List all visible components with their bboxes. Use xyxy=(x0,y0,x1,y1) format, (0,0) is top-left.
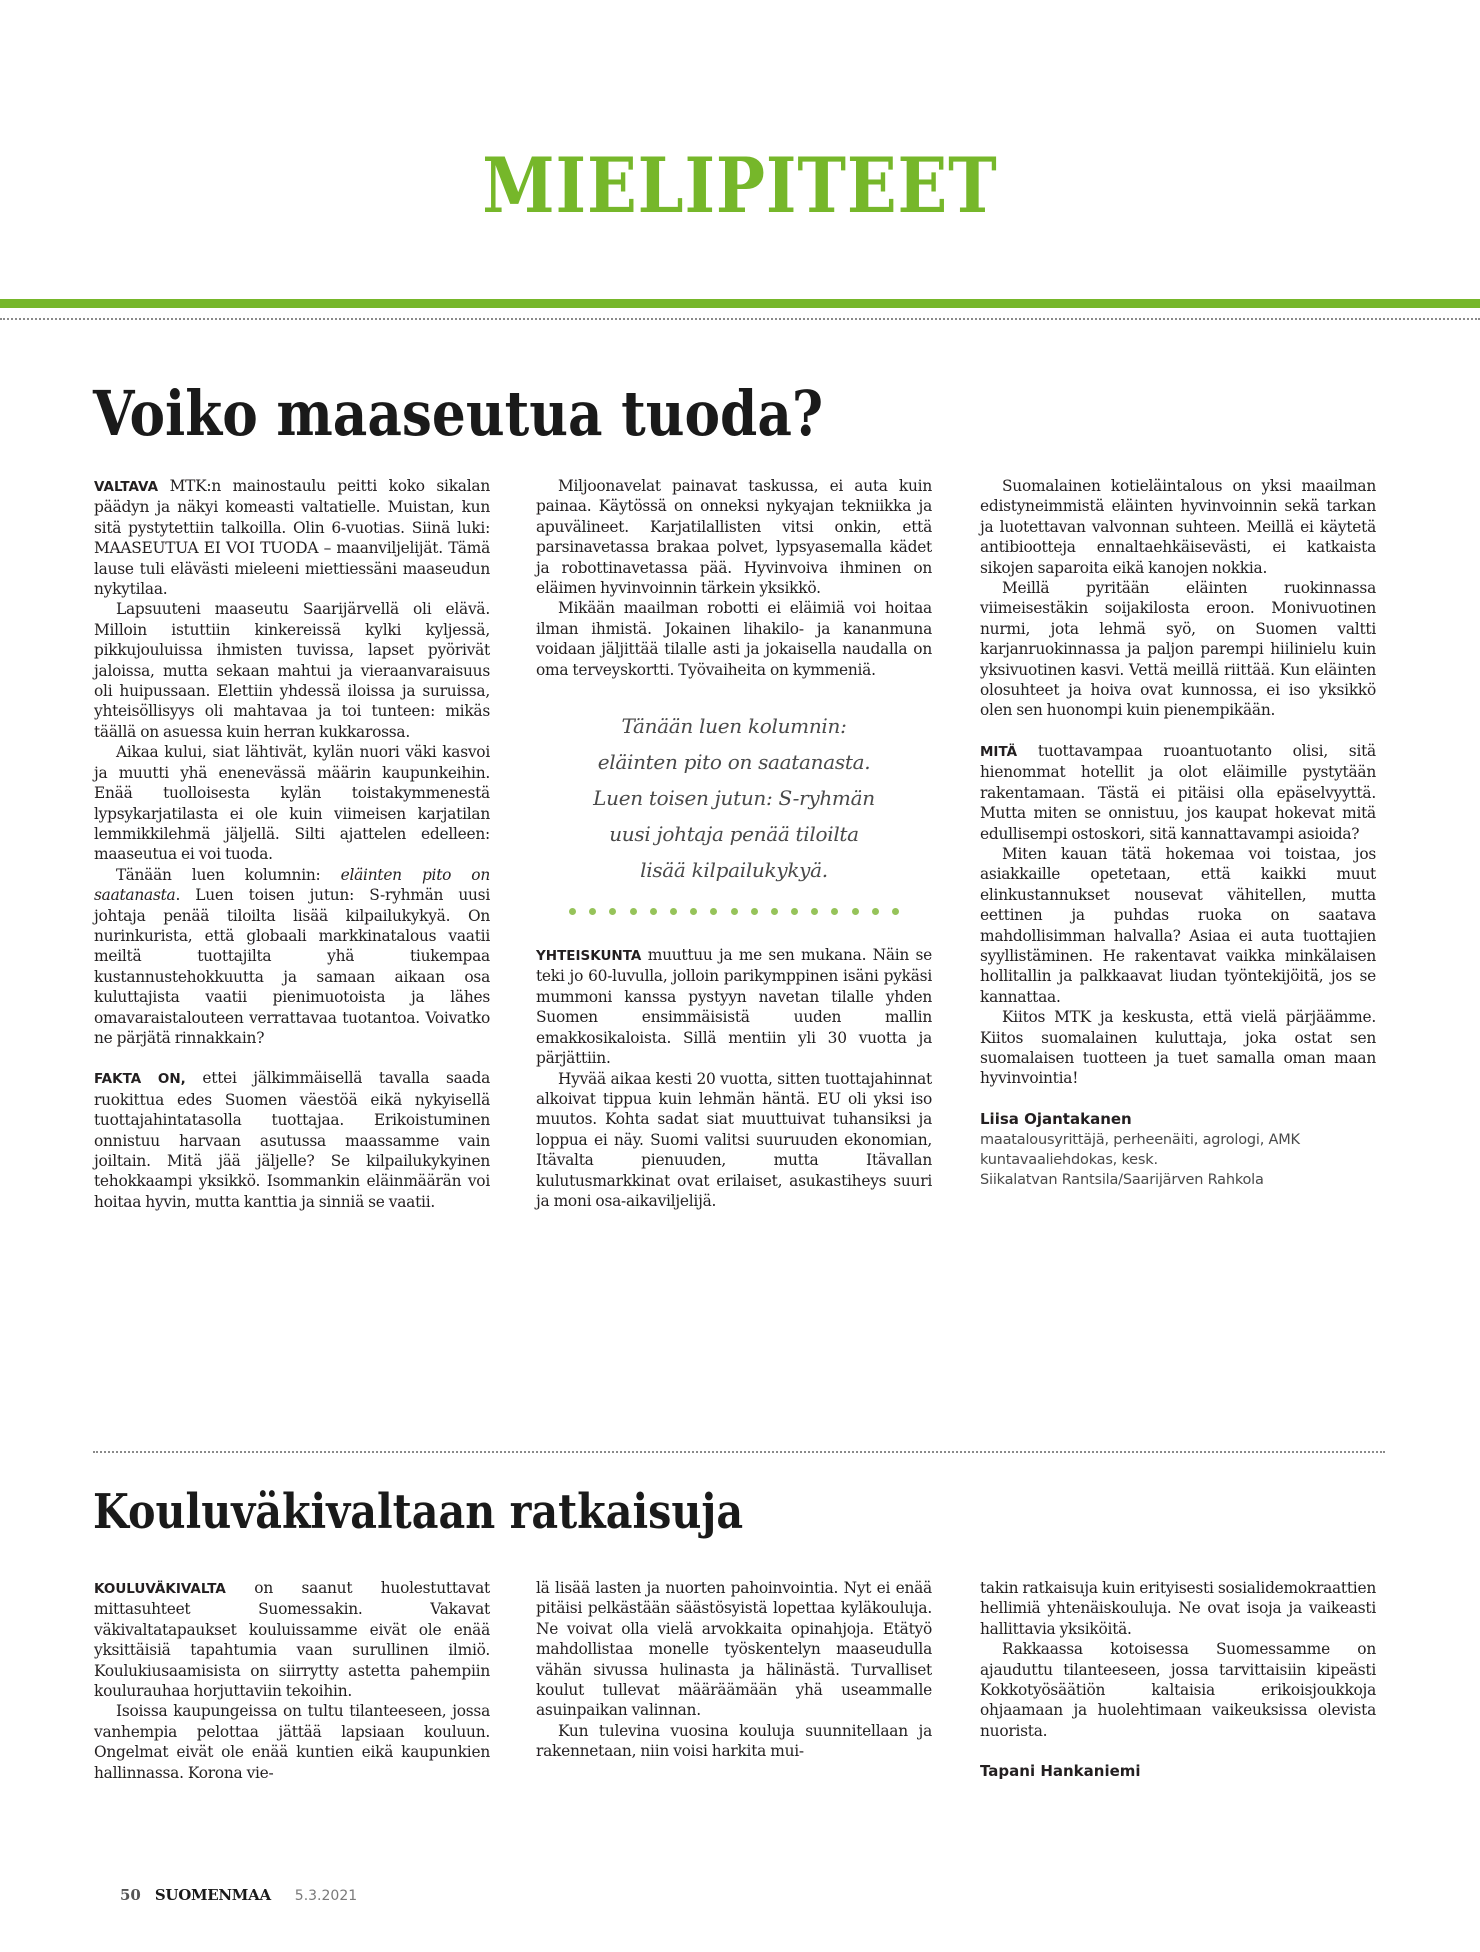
author-byline xyxy=(980,1109,1376,1190)
dot-icon xyxy=(831,908,838,915)
dot-icon xyxy=(630,908,637,915)
author-info-line: maatalousyrittäjä, perheenäiti, agrologi, AMK xyxy=(980,1131,1300,1148)
pull-quote-line: Tänään luen kolumnin: xyxy=(621,714,847,739)
pull-quote-dot-divider xyxy=(536,908,932,915)
paragraph xyxy=(980,741,1376,844)
paragraph: Hyvää aikaa kesti 20 vuotta, sitten tuottajahinnat alkoivat tippua kuin lehmän häntä. EU oli yksi iso muutos. Kohta sadat siat muuttuivat tuhansiksi ja loppua ei näy. Suomi valitsi suuruuden ekonomian, Itävalta pienuuden, mutta Itävallan kulutusmarkkinat ovat erilaiset, asukastiheys suuri ja moni osa-aikaviljelijä. xyxy=(536,1069,932,1210)
author-info-line: Siikalatvan Rantsila/Saarijärven Rahkola xyxy=(980,1171,1264,1188)
paragraph: Rakkaassa kotoisessa Suomessamme on ajauduttu tilanteeseen, jossa tarvittaisiin kipeästi Kokkotyösäätiön kaltaisia erikoisjoukkoja ohjaamaan ja huolehtimaan vaikeuksissa olevista nuorista. xyxy=(980,1640,1376,1740)
paragraph: Suomalainen kotieläintalous on yksi maailman edistyneimmistä eläinten hyvinvoinnin sekä tarkan ja luotettavan valvonnan suhteen. Meillä ei käytetä antibiootteja ennaltaehkäisevästi, ei katkaista sikojen saparoita eikä kanojen nokkia. xyxy=(980,477,1376,577)
publication-name: SUOMENMAA xyxy=(154,1886,271,1904)
dot-icon xyxy=(609,908,616,915)
author-name: Liisa Ojantakanen xyxy=(980,1109,1132,1128)
lead-word: FAKTA ON, xyxy=(94,1071,186,1088)
italic-quote: eläinten pito on saatanasta xyxy=(94,865,490,905)
author-name: Tapani Hankaniemi xyxy=(980,1762,1141,1781)
dot-icon xyxy=(811,908,818,915)
paragraph-text: ettei jälkimmäisellä tavalla saada ruokittua edes Suomen väestöä eikä nykyisellä tuottajahintatasolla tuottajaa. Erikoistuminen onnistuu harvaan asutussa maassamme vain joiltain. Mitä jää jäljelle? Se kilpailukykyinen tehokkaampi yksikkö. Isommankin eläinmäärän voi hoitaa hyvin, mutta kanttia ja sinniä se vaatii. xyxy=(94,1069,490,1211)
paragraph xyxy=(94,476,490,599)
publication-date: 5.3.2021 xyxy=(294,1888,358,1904)
paragraph-text: muuttuu ja me sen mukana. Näin se teki jo 60-luvulla, jolloin parikymppinen isäni pykäsi mummoni kanssa pystyyn navetan tilalle yhden Suomen ensimmäisistä uuden mallin emakkosikaloista. Sillä mentiin yli 30 vuotta ja pärjättiin. xyxy=(536,946,932,1068)
pull-quote-line: Luen toisen jutun: S-ryhmän xyxy=(593,786,875,811)
article1-column-2 xyxy=(536,476,932,1211)
pull-quote xyxy=(542,708,926,888)
dot-icon xyxy=(710,908,717,915)
paragraph-text: tuottavampaa ruoantuotanto olisi, sitä hienommat hotellit ja olot eläimille pystytään rakentamaan. Tästä ei pitäisi olla epäselvyyttä. Mutta miten se onnistuu, jos kaupat hokevat mitä edullisempi ostoskori, sitä kannattavampi asioida? xyxy=(980,741,1376,843)
lead-word: MITÄ xyxy=(980,743,1018,760)
dotted-divider xyxy=(0,318,1480,320)
paragraph: Kiitos MTK ja keskusta, että vielä pärjäämme. Kiitos suomalainen kuluttaja, joka ostat sen suomalaisen tuotteen ja tuet samalla oman maan hyvinvointia! xyxy=(980,1008,1376,1088)
pull-quote-line: lisää kilpailukykyä. xyxy=(640,858,828,883)
paragraph-text: MTK:n mainostaulu peitti koko sikalan päädyn ja näkyi komeasti valtatielle. Muistan, kun sitä pystytettiin talkoilla. Olin 6-vuotias. Siinä luki: MAASEUTUA EI VOI TUODA – maanviljelijät. Tämä lause tuli elävästi mieleeni miettiessäni maaseudun nykytilaa. xyxy=(94,477,490,599)
dot-icon xyxy=(751,908,758,915)
paragraph: Mikään maailman robotti ei eläimiä voi hoitaa ilman ihmistä. Jokainen lihakilo- ja kananmuna voidaan jäljittää tilalle asti ja jokaisella naudalla on oma terveyskortti. Työvaiheita on kymmeniä. xyxy=(536,599,932,679)
paragraph-text: . Luen toisen jutun: S-ryhmän uusi johtaja penää tiloilta lisää kilpailukykyä. On nurinkurista, että globaali markkinatalous vaatii meiltä tuottajilta yhä tiukempaa kustannustehokkuutta ja samaan aikaan osa kuluttajista vaatii pienimuotoista ja lähes omavaraistalouteen verrattavaa tuotantoa. Voivatko ne pärjätä rinnakkain? xyxy=(94,886,490,1047)
article-headline: Kouluväkivaltaan ratkaisuja xyxy=(93,1484,744,1540)
paragraph: Miten kauan tätä hokemaa voi toistaa, jos asiakkaille opetetaan, että kaikki muut elinkustannukset nousevat vähitellen, mutta eettinen ja puhdas ruoka on saatava mahdollisimman halvalla? Asiaa ei auta tuottajien syyllistäminen. He rakentavat vaikka minkälaisen hollitallin ja palkkaavat liudan työntekijöitä, jos se kannattaa. xyxy=(980,844,1376,1006)
article-headline: Voiko maaseutua tuoda? xyxy=(93,377,824,450)
lead-word: VALTAVA xyxy=(94,479,159,495)
paragraph: Kun tulevina vuosina kouluja suunnitellaan ja rakennetaan, niin voisi harkita mui- xyxy=(536,1721,932,1761)
pull-quote-line: uusi johtaja penää tiloilta xyxy=(609,822,859,847)
paragraph-text: on saanut huolestuttavat mittasuhteet Suomessakin. Vakavat väkivaltatapaukset kouluissamme eivät ole enää yksittäisiä tapahtumia vaan surullinen ilmiö. Koulukiusaamisista on siirrytty astetta pahempiin koulurauhaa horjuttaviin tekoihin. xyxy=(94,1579,490,1701)
dot-icon xyxy=(852,908,859,915)
dot-icon xyxy=(569,908,576,915)
paragraph: takin ratkaisuja kuin erityisesti sosialidemokraattien hellimiä yhtenäiskouluja. Ne ovat isoja ja vaikeasti hallittavia yksiköitä. xyxy=(980,1579,1376,1638)
paragraph: Isoissa kaupungeissa on tultu tilanteeseen, jossa vanhempia pelottaa jättää lapsiaan kouluun. Ongelmat eivät ole enää kuntien eikä kaupunkien hallinnassa. Korona vie- xyxy=(94,1702,490,1782)
paragraph: Lapsuuteni maaseutu Saarijärvellä oli elävä. Milloin istuttiin kinkereissä kylki kyljessä, pikkujouluissa ihmisten tuvissa, lapset pyörivät jaloissa, mutta sekaan mahtui ja vieraanvaraisuus oli huipussaan. Elettiin yhdessä iloissa ja suruissa, yhteisöllisyys oli mahtavaa ja toi tunteen: mikäs täällä on asuessa kuin herran kukkarossa. xyxy=(94,600,490,741)
paragraph-text: Tänään luen kolumnin: xyxy=(116,865,341,884)
article1-column-1 xyxy=(94,476,490,1212)
lead-word: KOULUVÄKIVALTA xyxy=(94,1581,226,1597)
section-title: MIELIPITEET xyxy=(482,141,998,230)
paragraph: Aikaa kului, siat lähtivät, kylän nuori väki kasvoi ja muutti yhä enenevässä määrin kaupunkeihin. Enää tuolloisesta kylän toistakymmenestä lypsykarjatilasta ei ole kuin viimeisen karjatilan lemmikkilehmä jäljellä. Silti ajattelen edelleen: maaseutua ei voi tuoda. xyxy=(94,743,490,864)
author-info-line: kuntavaaliehdokas, kesk. xyxy=(980,1151,1158,1168)
lead-word: YHTEISKUNTA xyxy=(536,948,642,965)
paragraph xyxy=(94,865,490,1049)
dotted-divider xyxy=(93,1451,1385,1453)
dot-icon xyxy=(791,908,798,915)
article2-column-3 xyxy=(980,1578,1376,1782)
dot-icon xyxy=(690,908,697,915)
dot-icon xyxy=(892,908,899,915)
dot-icon xyxy=(589,908,596,915)
article2-column-2 xyxy=(536,1578,932,1762)
paragraph xyxy=(536,945,932,1068)
page-number: 50 xyxy=(120,1886,141,1904)
pull-quote-line: eläinten pito on saatanasta. xyxy=(597,750,871,775)
page-footer xyxy=(120,1886,357,1904)
paragraph: lä lisää lasten ja nuorten pahoinvointia. Nyt ei enää pitäisi pelkästään säästösyistä lopettaa kyläkouluja. Ne voivat olla vielä arvokkaita opinahjoja. Etätyö mahdollistaa monelle työskentelyn maaseudulla vähän sivussa hulinasta ja hälinästä. Turvalliset koulut tullevat määräämään yhä useammalle asuinpaikan valinnan. xyxy=(536,1579,932,1720)
paragraph: Meillä pyritään eläinten ruokinnassa viimeisestäkin soijakilosta eroon. Monivuotinen nurmi, jota lehmä syö, on Suomen valtti karjanruokinnassa ja paljon parempi hiilinielu kuin yksivuotinen kasvi. Vettä meillä riittää. Kun eläinten olosuhteet ja hoiva ovat kunnossa, ei iso yksikkö olen sen huonompi kuin pienempikään. xyxy=(980,579,1376,720)
paragraph xyxy=(94,1068,490,1212)
dot-icon xyxy=(771,908,778,915)
dot-icon xyxy=(670,908,677,915)
article1-column-2-continued xyxy=(536,945,932,1211)
paragraph: Miljoonavelat painavat taskussa, ei auta kuin painaa. Käytössä on onneksi nykyajan tekniikka ja apuvälineet. Karjatilallisten vitsi onkin, että parsinavetassa brakaa polvet, lypsyasemalla kädet ja robottinavetassa pää. Hyvinvoiva ihminen on eläimen hyvinvoinnin tärkein yksikkö. xyxy=(536,477,932,598)
dot-icon xyxy=(731,908,738,915)
article1-column-3 xyxy=(980,476,1376,1190)
author-byline xyxy=(980,1761,1376,1782)
article2-column-1 xyxy=(94,1578,490,1783)
dot-icon xyxy=(872,908,879,915)
paragraph xyxy=(94,1578,490,1701)
dot-icon xyxy=(650,908,657,915)
section-band xyxy=(0,299,1480,308)
